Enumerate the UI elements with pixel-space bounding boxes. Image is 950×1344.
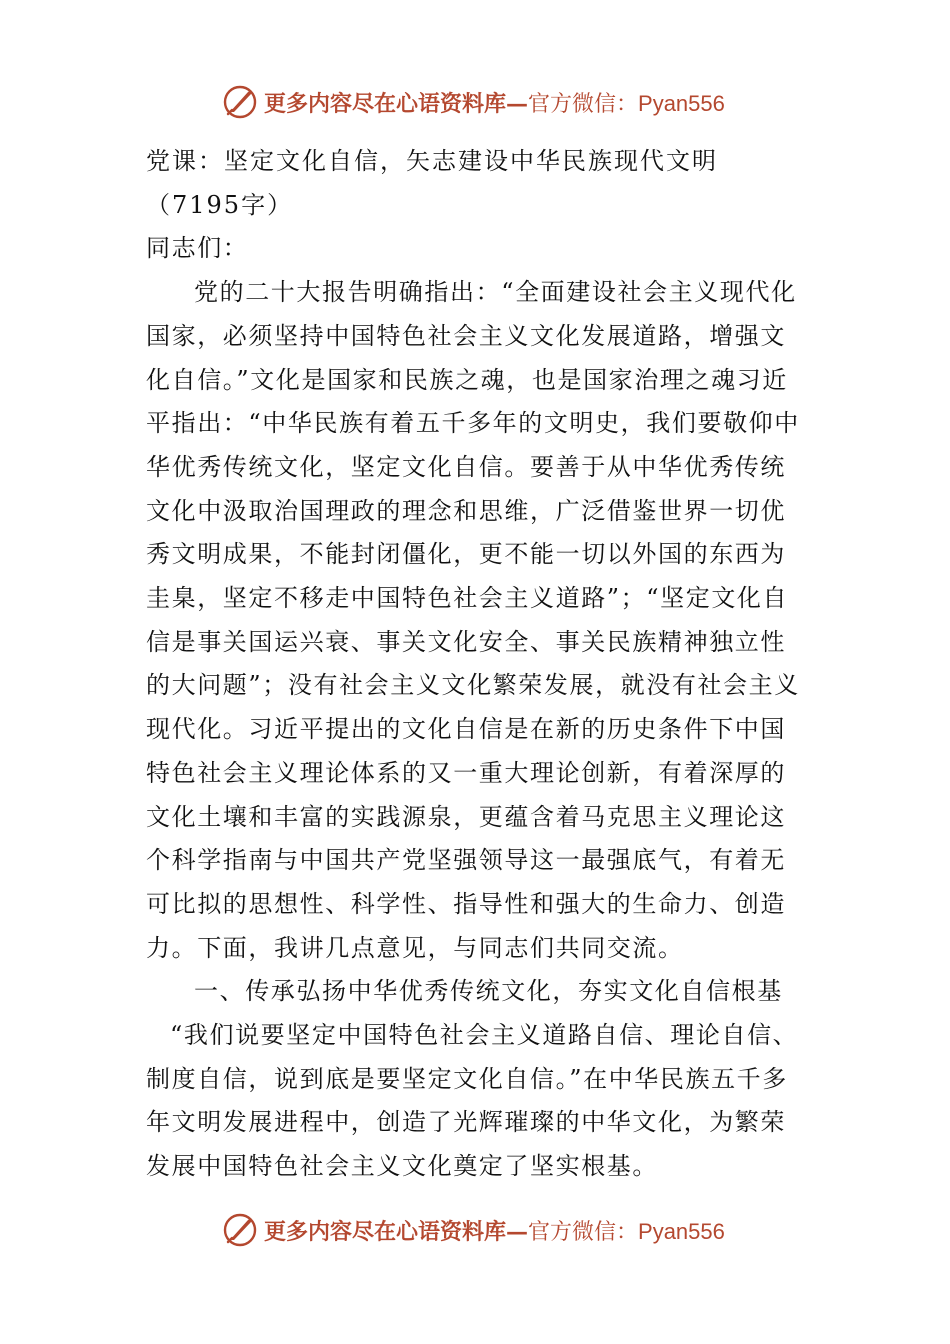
intro-paragraph: 党的二十大报告明确指出：“全面建设社会主义现代化国家，必须坚持中国特色社会主义文化发展道路，增强文化自信。”文化是国家和民族之魂，也是国家治理之魂习近平指出：“中华民族有着五千多年的文明史，我们要敬仰中华优秀传统文化，坚定文化自信。要善于从中华优秀传统文化中汲取治国理政的理念和思维，广泛借鉴世界一切优秀文明成果，不能封闭僵化，更不能一切以外国的东西为圭臬，坚定不移走中国特色社会主义道路”；“坚定文化自信是事关国运兴衰、事关文化安全、事关民族精神独立性的大问题”；没有社会主义文化繁荣发展，就没有社会主义现代化。习近平提出的文化自信是在新的历史条件下中国特色社会主义理论体系的又一重大理论创新，有着深厚的文化土壤和丰富的实践源泉，更蕴含着马克思主义理论这个科学指南与中国共产党坚强领导这一最强底气，有着无可比拟的思想性、科学性、指导性和强大的生命力、创造力。下面，我讲几点意见，与同志们共同交流。 — [146, 278, 800, 962]
document-title: 党课：坚定文化自信，矢志建设中华民族现代文明（7195字） — [146, 147, 718, 219]
salutation: 同志们： — [146, 234, 249, 263]
section-heading: 一、传承弘扬中华优秀传统文化，夯实文化自信根基 — [194, 977, 783, 1006]
banner-wechat-text: 官方微信：Pyan556 — [528, 1218, 725, 1244]
banner-site-text: 更多内容尽在心语资料库— — [264, 90, 529, 117]
section-paragraph: “我们说要坚定中国特色社会主义道路自信、理论自信、制度自信，说到底是要坚定文化自信。”在中华民族五千多年文明发展进程中，创造了光辉璀璨的中华文化，为繁荣发展中国特色社会主义文化奠定了坚实根基。 — [146, 1021, 799, 1181]
document-body — [146, 140, 808, 1189]
banner-wechat-text: 官方微信：Pyan556 — [528, 90, 725, 116]
header-banner — [222, 80, 725, 124]
banner-site-text: 更多内容尽在心语资料库— — [264, 1218, 529, 1245]
quill-pen-icon — [222, 1212, 258, 1248]
quill-pen-icon — [222, 84, 258, 120]
footer-banner — [222, 1208, 725, 1252]
